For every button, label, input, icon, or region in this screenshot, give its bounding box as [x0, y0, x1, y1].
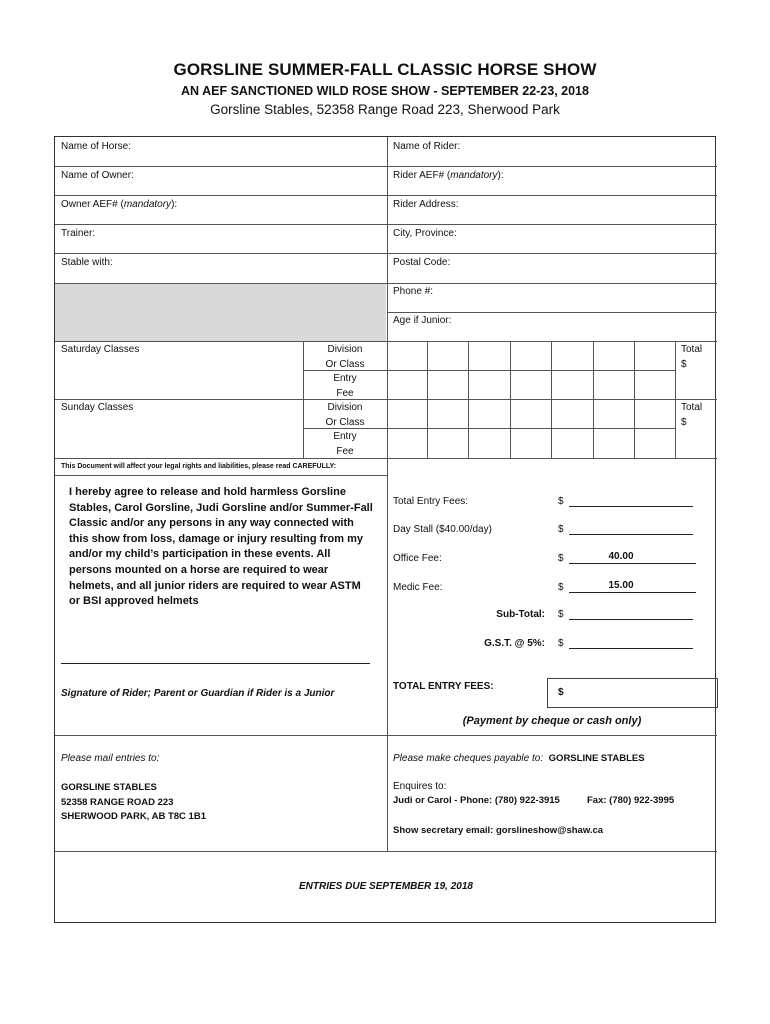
fee-label: Fee	[336, 387, 354, 399]
info-column-divider	[387, 137, 388, 341]
agreement-line: Classic and/or any persons in any way connected with	[69, 517, 354, 530]
agreement-line: I hereby agree to release and hold harmless Gorsline	[69, 486, 346, 498]
grand-total-field[interactable]	[547, 678, 718, 708]
show-address: Gorsline Stables, 52358 Range Road 223, Sherwood Park	[210, 102, 560, 117]
or-class-label: Or Class	[325, 358, 365, 370]
medic-fee-label: Medic Fee:	[393, 582, 443, 593]
row-divider	[55, 224, 717, 225]
dollar-sign: $	[558, 609, 564, 620]
stable-label: Stable with:	[61, 257, 113, 268]
cheques-payable-line: Please make cheques payable to: GORSLINE STABLES	[393, 753, 645, 764]
address-line: 52358 RANGE ROAD 223	[61, 796, 174, 808]
owner-aef-label: Owner AEF# (mandatory):	[61, 199, 178, 210]
phone-label: Phone #:	[393, 286, 434, 297]
signature-line[interactable]	[61, 663, 370, 664]
or-class-label: Or Class	[325, 416, 365, 428]
entry-label: Entry	[333, 373, 357, 384]
section-divider	[55, 851, 717, 852]
sunday-total	[681, 401, 702, 430]
age-junior-label: Age if Junior:	[393, 315, 452, 326]
dollar-sign: $	[558, 687, 564, 698]
mail-entries-label: Please mail entries to:	[61, 753, 160, 764]
address-line: GORSLINE STABLES	[61, 782, 157, 793]
city-province-label: City, Province:	[393, 228, 457, 239]
office-fee-amount: 40.00	[608, 551, 634, 562]
rider-aef-label: Rider AEF# (mandatory):	[393, 170, 504, 181]
contact-column-divider	[387, 735, 388, 851]
office-fee-field	[569, 563, 696, 564]
dollar-sign: $	[558, 524, 564, 535]
saturday-row-headers	[303, 343, 387, 401]
release-agreement	[69, 485, 385, 610]
rider-address-label: Rider Address:	[393, 199, 459, 210]
shaded-blank-area	[55, 284, 386, 342]
contact-phone: Judi or Carol - Phone: (780) 922-3915	[393, 795, 560, 806]
sunday-row-headers	[303, 401, 387, 459]
division-label: Division	[327, 402, 363, 413]
address-line: SHERWOOD PARK, AB T8C 1B1	[61, 811, 206, 822]
agreement-line: helmets, and all junior riders are required to wear ASTM	[69, 579, 361, 592]
dollar-sign: $	[558, 638, 564, 649]
grand-total-label: TOTAL ENTRY FEES:	[393, 681, 494, 692]
medic-fee-field	[569, 592, 696, 593]
agreement-line: and/or my child’s participation in these events. All	[69, 548, 331, 561]
enquires-label: Enquires to:	[393, 781, 447, 792]
day-stall-label: Day Stall ($40.00/day)	[393, 524, 492, 535]
row-divider	[55, 341, 717, 342]
subtotal-label: Sub-Total:	[496, 609, 545, 620]
row-divider	[387, 312, 717, 313]
total-label: Total	[681, 402, 703, 413]
total-entry-fees-label: Total Entry Fees:	[393, 496, 469, 507]
row-divider	[55, 195, 717, 196]
agreement-line: this show from loss, damage or injury resulting from my	[69, 532, 363, 545]
postal-code-label: Postal Code:	[393, 257, 451, 268]
saturday-total	[681, 343, 702, 372]
dollar-sign: $	[558, 553, 564, 564]
dollar-sign: $	[558, 582, 564, 593]
agreement-line: Stables, Carol Gorsline, Judi Gorsline and/or Summer-Fall	[69, 501, 373, 514]
contact-fax: Fax: (780) 922-3995	[587, 795, 675, 806]
total-dollar: $	[681, 358, 687, 370]
total-dollar: $	[681, 416, 687, 428]
subtotal-field[interactable]	[569, 619, 693, 620]
medic-fee-amount: 15.00	[608, 580, 634, 591]
mailing-address	[61, 781, 206, 825]
sunday-classes-label: Sunday Classes	[61, 402, 134, 413]
signature-caption: Signature of Rider; Parent or Guardian if Rider is a Junior	[61, 688, 335, 699]
horse-name-label: Name of Horse:	[61, 141, 132, 152]
gst-label: G.S.T. @ 5%:	[484, 638, 545, 649]
entry-label: Entry	[333, 431, 357, 442]
fee-label: Fee	[336, 445, 354, 457]
rider-name-label: Name of Rider:	[393, 141, 461, 152]
row-divider	[55, 475, 387, 476]
agreement-line: persons mounted on a horse are required to wear	[69, 563, 329, 576]
total-entry-fees-field[interactable]	[569, 506, 693, 507]
entries-due-notice: ENTRIES DUE SEPTEMBER 19, 2018	[299, 881, 473, 892]
payment-note: (Payment by cheque or cash only)	[462, 715, 642, 727]
form-title: GORSLINE SUMMER-FALL CLASSIC HORSE SHOW	[173, 60, 597, 79]
form-subtitle: AN AEF SANCTIONED WILD ROSE SHOW - SEPTEMBER 22-23, 2018	[181, 84, 589, 98]
division-label: Division	[327, 344, 363, 355]
owner-name-label: Name of Owner:	[61, 170, 134, 181]
trainer-label: Trainer:	[61, 228, 96, 239]
entry-form	[54, 136, 716, 923]
legal-notice: This Document will affect your legal rights and liabilities, please read CAREFULLY:	[61, 463, 337, 470]
agreement-line: or BSI approved helmets	[69, 595, 199, 608]
day-stall-field[interactable]	[569, 534, 693, 535]
secretary-email: Show secretary email: gorslineshow@shaw.ca	[393, 825, 604, 836]
gst-field[interactable]	[569, 648, 693, 649]
row-divider	[55, 253, 717, 254]
dollar-sign: $	[558, 496, 564, 507]
row-divider	[55, 166, 717, 167]
total-label: Total	[681, 344, 703, 355]
section-divider	[55, 735, 717, 736]
saturday-classes-label: Saturday Classes	[61, 344, 140, 355]
office-fee-label: Office Fee:	[393, 553, 442, 564]
